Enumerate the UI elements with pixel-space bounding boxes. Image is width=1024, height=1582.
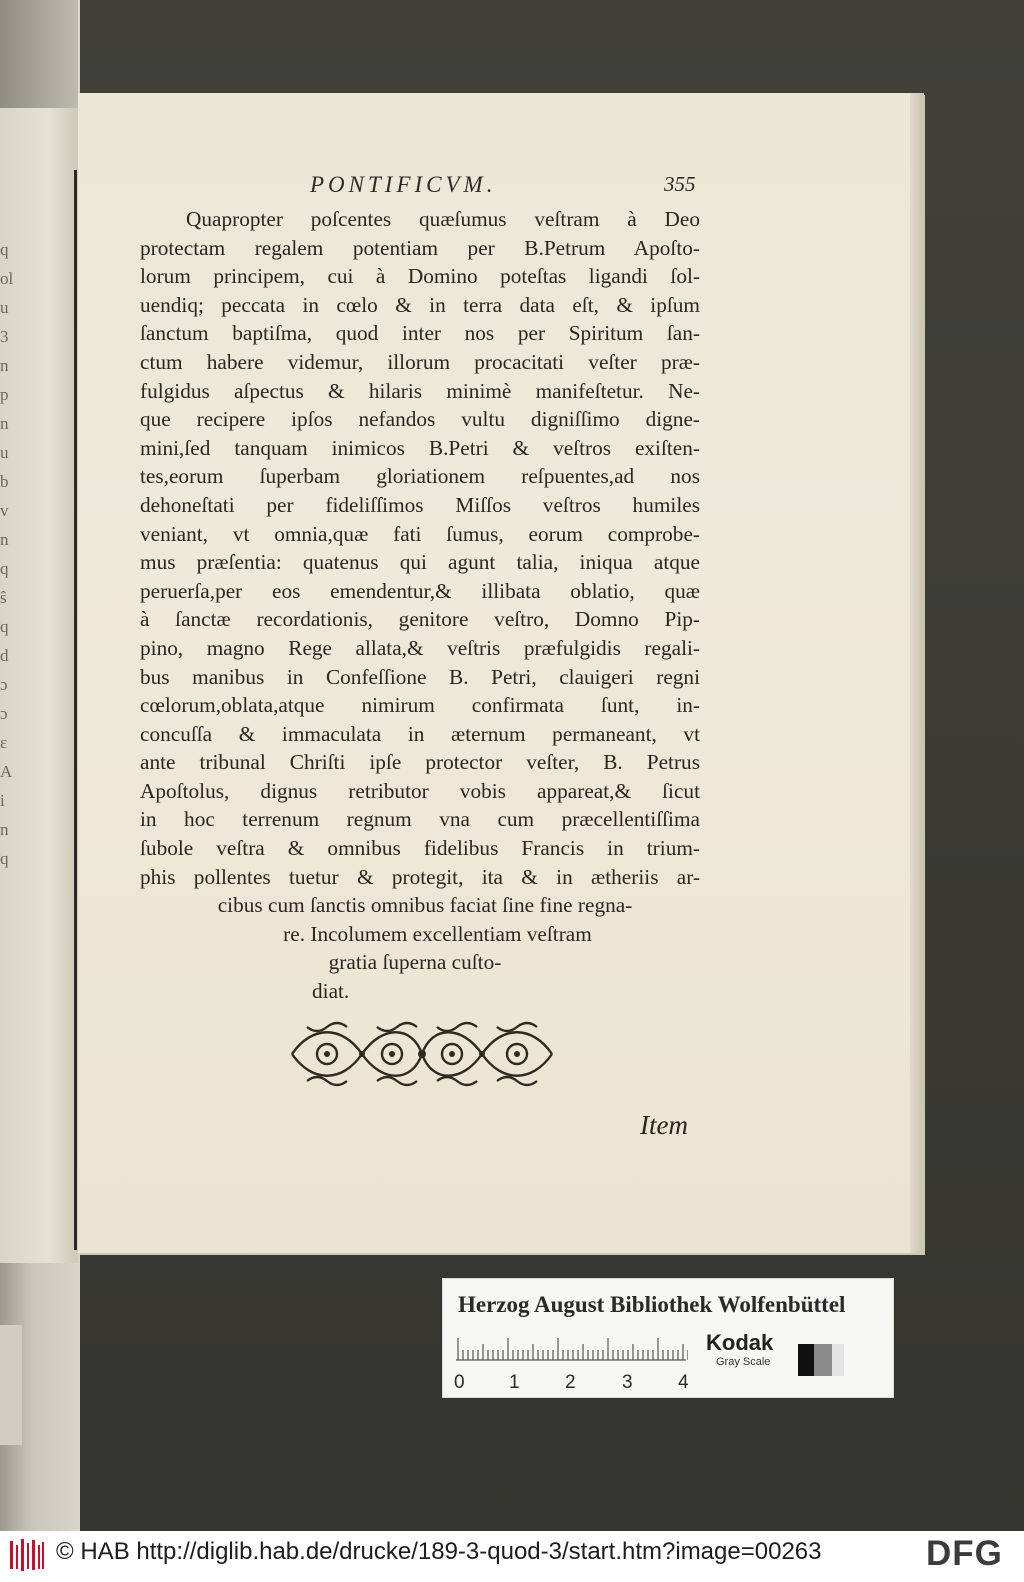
gray-patch-light xyxy=(832,1344,844,1376)
margin-letter: ŝ xyxy=(0,588,7,607)
text-line: mus præſentia: quatenus qui agunt talia, iniqua atque xyxy=(140,550,700,575)
text-line: bus manibus in Confeſſione B. Petri, clauigeri regni xyxy=(140,664,700,689)
text-line: re. Incolumem excellentiam veſtram xyxy=(283,921,592,946)
margin-letter: A xyxy=(0,762,13,781)
margin-letter: u xyxy=(0,443,9,462)
text-line: diat. xyxy=(312,979,350,1004)
text-line: Apoſtolus, dignus retributor vobis appareat,& ſicut xyxy=(140,778,700,803)
dfg-logo: DFG xyxy=(926,1534,1003,1573)
text-line: gratia ſuperna cuſto- xyxy=(328,950,502,975)
page-edge-shadow xyxy=(910,93,924,1253)
body-text xyxy=(140,205,700,1006)
margin-letter: p xyxy=(0,385,9,404)
margin-letter: v xyxy=(0,501,9,520)
text-line: concuſſa & immaculata in æternum permaneant, vt xyxy=(140,721,700,746)
text-line: ſubole veſtra & omnibus fidelibus Francis in trium- xyxy=(140,836,700,861)
text-line: à ſanctæ recordationis, genitore veſtro, Domno Pip- xyxy=(140,607,700,632)
ruler-scale xyxy=(456,1330,688,1372)
text-line: ctum habere videmur, illorum procacitati veſter præ- xyxy=(140,349,700,374)
margin-letter: n xyxy=(0,530,9,549)
text-line: Quapropter poſcentes quæſumus veſtram à Deo xyxy=(186,207,700,231)
margin-letter: u xyxy=(0,298,9,317)
margin-letter: ɔ xyxy=(0,675,8,694)
previous-leaf-letters xyxy=(0,240,16,878)
margin-letter: d xyxy=(0,646,9,665)
text-line: que recipere ipſos nefandos vultu digniſſimo digne- xyxy=(140,407,700,432)
ruler-number: 3 xyxy=(622,1372,633,1393)
previous-leaf-tab xyxy=(0,1325,22,1445)
text-line: lorum principem, cui à Domino poteſtas ligandi ſol- xyxy=(140,264,700,289)
margin-letter: n xyxy=(0,414,9,433)
margin-letter: i xyxy=(0,791,5,810)
kodak-brand: Kodak xyxy=(706,1330,774,1355)
hab-logo-icon xyxy=(8,1537,46,1573)
text-line: in hoc terrenum regnum vna cum præcellentiſſima xyxy=(140,807,700,832)
text-line: ante tribunal Chriſti ipſe protector veſter, B. Petrus xyxy=(140,750,700,775)
ruler-number: 2 xyxy=(565,1372,576,1393)
previous-leaf-upper xyxy=(0,0,78,110)
margin-letter: q xyxy=(0,240,9,259)
text-line: dehoneſtati per fideliſſimos Miſſos veſtros humiles xyxy=(140,492,700,517)
ruler-number: 0 xyxy=(454,1372,465,1393)
text-line: fulgidus aſpectus & hilaris minimè manifeſtetur. Ne- xyxy=(140,378,700,403)
text-line: pino, magno Rege allata,& veſtris præfulgidis regali- xyxy=(140,635,700,660)
text-line: protectam regalem potentiam per B.Petrum Apoſto- xyxy=(140,235,700,260)
ruler-number: 4 xyxy=(678,1372,689,1393)
text-line: ſanctum baptiſma, quod inter nos per Spiritum ſan- xyxy=(140,321,700,346)
margin-letter: q xyxy=(0,617,9,636)
text-line: peruerſa,per eos emendentur,& illibata oblatio, quæ xyxy=(140,578,700,603)
page-number: 355 xyxy=(664,172,696,196)
text-line: mini,ſed tanquam inimicos B.Petri & veſtros exiſten- xyxy=(140,435,700,460)
gray-patch-dark xyxy=(798,1344,814,1376)
gutter-line xyxy=(74,170,77,1250)
ruler-number: 1 xyxy=(509,1372,520,1393)
text-line: cœlorum,oblata,atque nimirum confirmata ſunt, in- xyxy=(140,693,700,718)
margin-letter: ɛ xyxy=(0,733,8,752)
margin-letter: ol xyxy=(0,269,14,288)
text-line: tes,eorum ſuperbam gloriationem reſpuentes,ad nos xyxy=(140,464,700,489)
text-line: phis pollentes tuetur & protegit, ita & in ætheriis ar- xyxy=(140,864,700,889)
printers-ornament xyxy=(282,1015,562,1093)
margin-letter: ɔ xyxy=(0,704,8,723)
text-line: uendiq; peccata in cœlo & in terra data eſt, & ipſum xyxy=(140,292,700,317)
catchword: Item xyxy=(640,1110,688,1140)
margin-letter: n xyxy=(0,820,9,839)
footer-source-url[interactable]: © HAB http://diglib.hab.de/drucke/189-3-quod-3/start.htm?image=00263 xyxy=(56,1538,822,1565)
margin-letter: q xyxy=(0,849,9,868)
running-head: PONTIFICVM. xyxy=(310,172,497,197)
gray-patch-mid xyxy=(814,1344,832,1376)
previous-leaf-edge xyxy=(0,0,80,1545)
margin-letter: q xyxy=(0,559,9,578)
margin-letter: b xyxy=(0,472,9,491)
grayscale-label: Gray Scale xyxy=(716,1356,771,1368)
calibration-card-title: Herzog August Bibliothek Wolfenbüttel xyxy=(458,1292,846,1317)
text-line: cibus cum ſanctis omnibus faciat ſine fine regna- xyxy=(217,893,633,918)
text-line: veniant, vt omnia,quæ fati ſumus, eorum comprobe- xyxy=(140,521,700,546)
margin-letter: n xyxy=(0,356,9,375)
margin-letter: 3 xyxy=(0,327,9,346)
